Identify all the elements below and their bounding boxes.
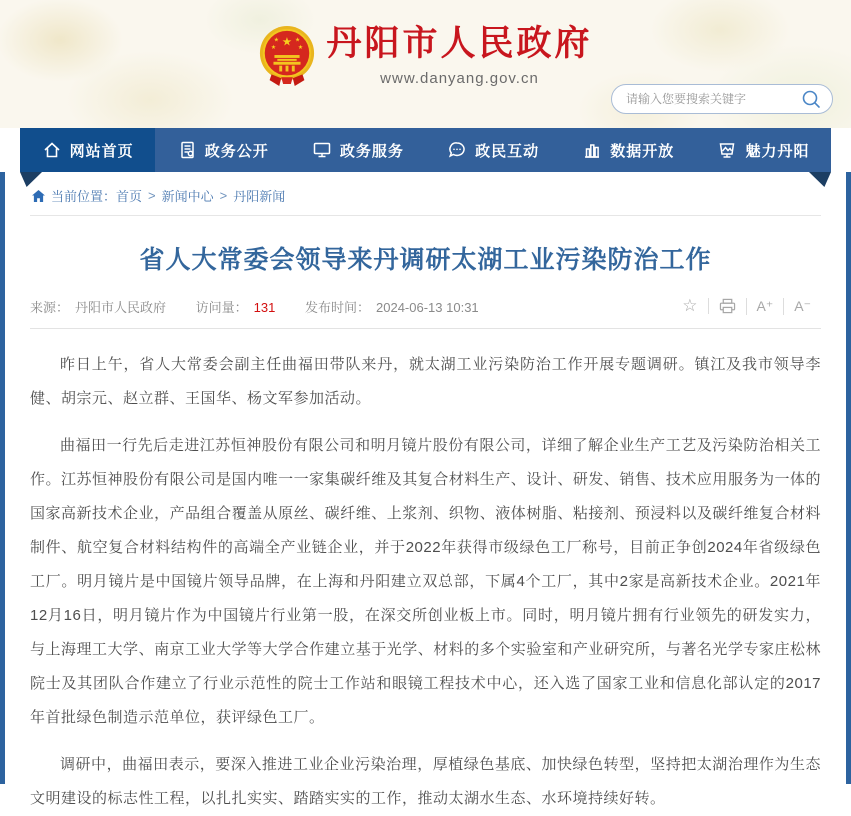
source-value: 丹阳市人民政府: [75, 299, 167, 315]
nav-item-label: 魅力丹阳: [745, 142, 810, 160]
article-title: 省人大常委会领导来丹调研太湖工业污染防治工作: [139, 246, 712, 274]
search-icon: [801, 89, 821, 109]
font-increase-button[interactable]: A⁺: [746, 298, 784, 315]
search-input[interactable]: [626, 92, 800, 106]
article-paragraph: 昨日上午，省人大常委会副主任曲福田带队来丹，就太湖工业污染防治工作开展专题调研。镇江及我市领导李健、胡宗元、赵立群、王国华、杨文军参加活动。: [30, 356, 821, 407]
article-meta-info: [30, 297, 485, 316]
print-button[interactable]: [708, 298, 746, 314]
site-header: [0, 0, 851, 128]
publish-time: 2024-06-13 10:31: [376, 299, 479, 315]
nav-item-open-data[interactable]: [561, 128, 696, 172]
nav-item-label: 政务公开: [204, 142, 269, 160]
breadcrumb-prefix: 当前位置：: [51, 189, 117, 204]
favorite-star-icon[interactable]: ☆: [682, 296, 698, 315]
bar-chart-icon: [582, 140, 602, 160]
nav-item-gov-info[interactable]: [155, 128, 290, 172]
search-button[interactable]: [800, 88, 822, 110]
publish-label: 发布时间：: [305, 299, 371, 315]
nav-item-label: 网站首页: [69, 142, 134, 160]
nav-item-label: 政务服务: [339, 142, 404, 160]
breadcrumb-link-danyang-news[interactable]: 丹阳新闻: [233, 189, 286, 204]
nav-item-gov-services[interactable]: [290, 128, 425, 172]
visits-label: 访问量：: [195, 299, 248, 315]
nav-item-home[interactable]: [20, 128, 155, 172]
site-logo[interactable]: [0, 24, 851, 88]
breadcrumb-separator: >: [148, 188, 156, 203]
scenery-icon: [717, 140, 737, 160]
nav-item-interaction[interactable]: [426, 128, 561, 172]
svg-text:★: ★: [295, 37, 301, 44]
nav-item-charm-danyang[interactable]: [696, 128, 831, 172]
search-box[interactable]: [611, 84, 833, 114]
article-paragraph: 调研中，曲福田表示，要深入推进工业企业污染治理，厚植绿色基底、加快绿色转型，坚持把太湖治理作为生态文明建设的标志性工程，以扎扎实实、踏踏实实的工作，推动太湖水生态、水环境持续好转。: [30, 756, 821, 807]
home-icon: [32, 190, 45, 202]
article-body: [30, 329, 821, 816]
document-icon: [177, 140, 197, 160]
home-icon: [42, 140, 62, 160]
article-meta: [30, 296, 821, 329]
site-url: www.danyang.gov.cn: [380, 70, 539, 87]
breadcrumb-link-home[interactable]: 首页: [116, 189, 143, 204]
svg-text:★: ★: [271, 45, 277, 52]
svg-text:★: ★: [298, 45, 304, 52]
svg-text:★: ★: [274, 37, 280, 44]
nav-item-label: 政民互动: [475, 142, 540, 160]
site-title: 丹阳市人民政府: [326, 24, 593, 63]
content-area: [0, 172, 851, 807]
chat-icon: [447, 140, 467, 160]
main-nav: [20, 128, 831, 172]
print-icon: [719, 298, 736, 314]
article-tools: [672, 296, 821, 316]
breadcrumb-link-news-center[interactable]: 新闻中心: [161, 189, 214, 204]
monitor-icon: [312, 140, 332, 160]
article-paragraph: 曲福田一行先后走进江苏恒神股份有限公司和明月镜片股份有限公司，详细了解企业生产工艺及污染防治相关工作。江苏恒神股份有限公司是国内唯一一家集碳纤维及其复合材料生产、设计、研发、销售、技术应用服务为一体的国家高新技术企业，产品组合覆盖从原丝、碳纤维、上浆剂、织物、液体树脂、粘接剂、预浸料以及碳纤维复合材料制件、航空复合材料结构件的高端全产业链企业，并于2022年获得市级绿色工厂称号，目前正争创2024年省级绿色工厂。明月镜片是中国镜片领导品牌，在上海和丹阳建立双总部，下属4个工厂，其中2家是高新技术企业。2021年12月16日，明月镜片作为中国镜片行业第一股，在深交所创业板上市。同时，明月镜片拥有行业领先的研发实力，与上海理工大学、南京工业大学等大学合作建立基于光学、材料的多个实验室和产业研究所，与著名光学专家庄松林院士及其团队合作建立了行业示范性的院士工作站和眼镜工程技术中心，还入选了国家工业和信息化部认定的2017年首批绿色制造示范单位，获评绿色工厂。: [30, 437, 821, 726]
national-emblem-icon: [258, 24, 316, 88]
svg-text:★: ★: [282, 35, 293, 49]
nav-item-label: 数据开放: [610, 142, 675, 160]
font-decrease-button[interactable]: A⁻: [783, 298, 821, 315]
breadcrumb: [30, 172, 821, 216]
source-label: 来源：: [30, 299, 70, 315]
breadcrumb-separator: >: [219, 188, 228, 203]
visits-value: 131: [253, 299, 276, 315]
